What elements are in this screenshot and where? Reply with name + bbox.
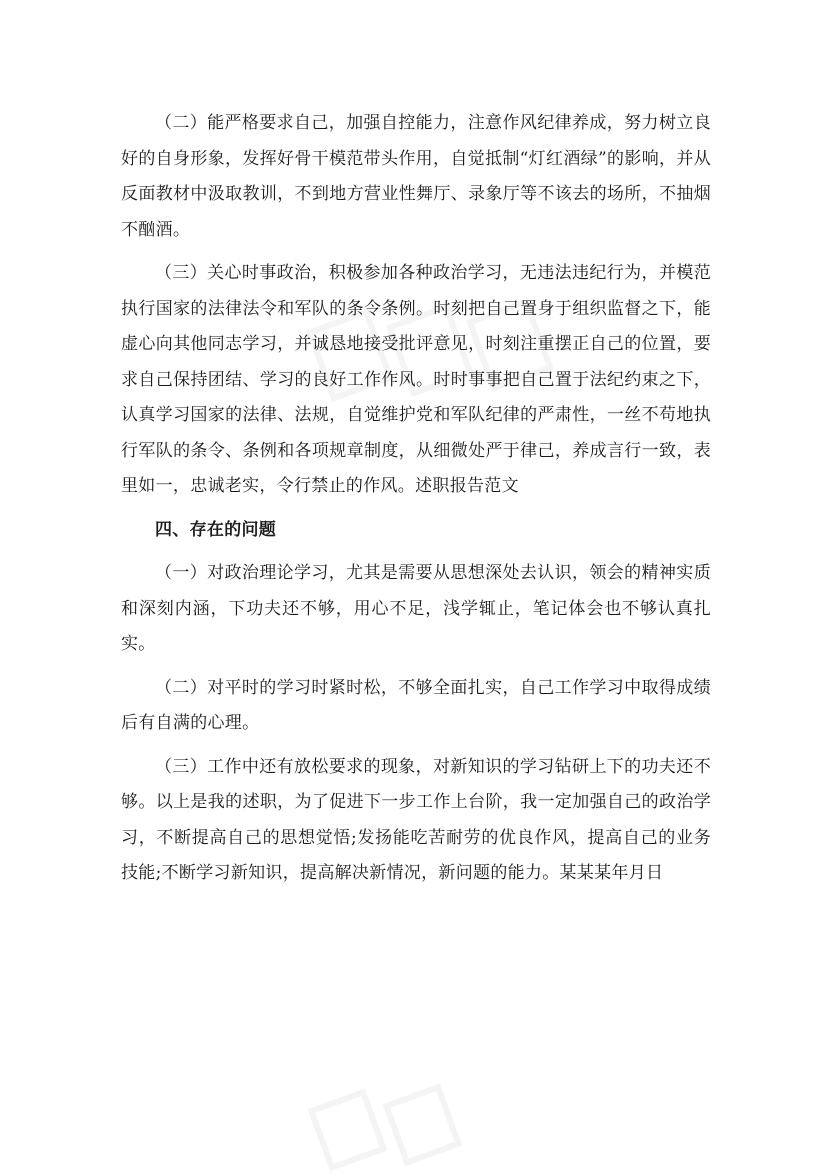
paragraph-discipline: （二）能严格要求自己，加强自控能力，注意作风纪律养成，努力树立良好的自身形象，发挥好骨干模范带头作用，自觉抵制“灯红酒绿”的影响，并从反面教材中汲取教训，不到地方营业性舞厅、录象厅等不该去的场所，不抽烟不酗酒。: [121, 113, 711, 240]
problem-item: （三）工作中还有放松要求的现象，对新知识的学习钻研上下的功夫还不够。以上是我的述职，为了促进下一步工作上台阶，我一定加强自己的政治学习，不断提高自己的思想觉悟;发扬能吃苦耐劳的优良作风，提高自己的业务技能;不断学习新知识，提高解决新情况，新问题的能力。某某某年月日: [121, 756, 711, 883]
paragraph-politics: （三）关心时事政治，积极参加各种政治学习，无违法违纪行为，并模范执行国家的法律法令和军队的条令条例。时刻把自己置身于组织监督之下，能虚心向其他同志学习，并诚恳地接受批评意见，时刻注重摆正自己的位置，要求自己保持团结、学习的良好工作作风。时时事事把自己置于法纪约束之下，认真学习国家的法律、法规，自觉维护党和军队纪律的严肃性，一丝不苟地执行军队的条令、条例和各项规章制度，从细微处严于律己，养成言行一致，表里如一，忠诚老实，令行禁止的作风。述职报告范文: [121, 263, 711, 496]
problem-item: （一）对政治理论学习，尤其是需要从思想深处去认识，领会的精神实质和深刻内涵，下功夫还不够，用心不足，浅学辄止，笔记体会也不够认真扎实。: [121, 563, 711, 654]
document-body: [121, 106, 711, 900]
problem-item: （二）对平时的学习时紧时松，不够全面扎实，自己工作学习中取得成绩后有自满的心理。: [121, 677, 711, 733]
watermark-icon: [300, 1070, 520, 1174]
section-heading: 四、存在的问题: [155, 519, 277, 540]
